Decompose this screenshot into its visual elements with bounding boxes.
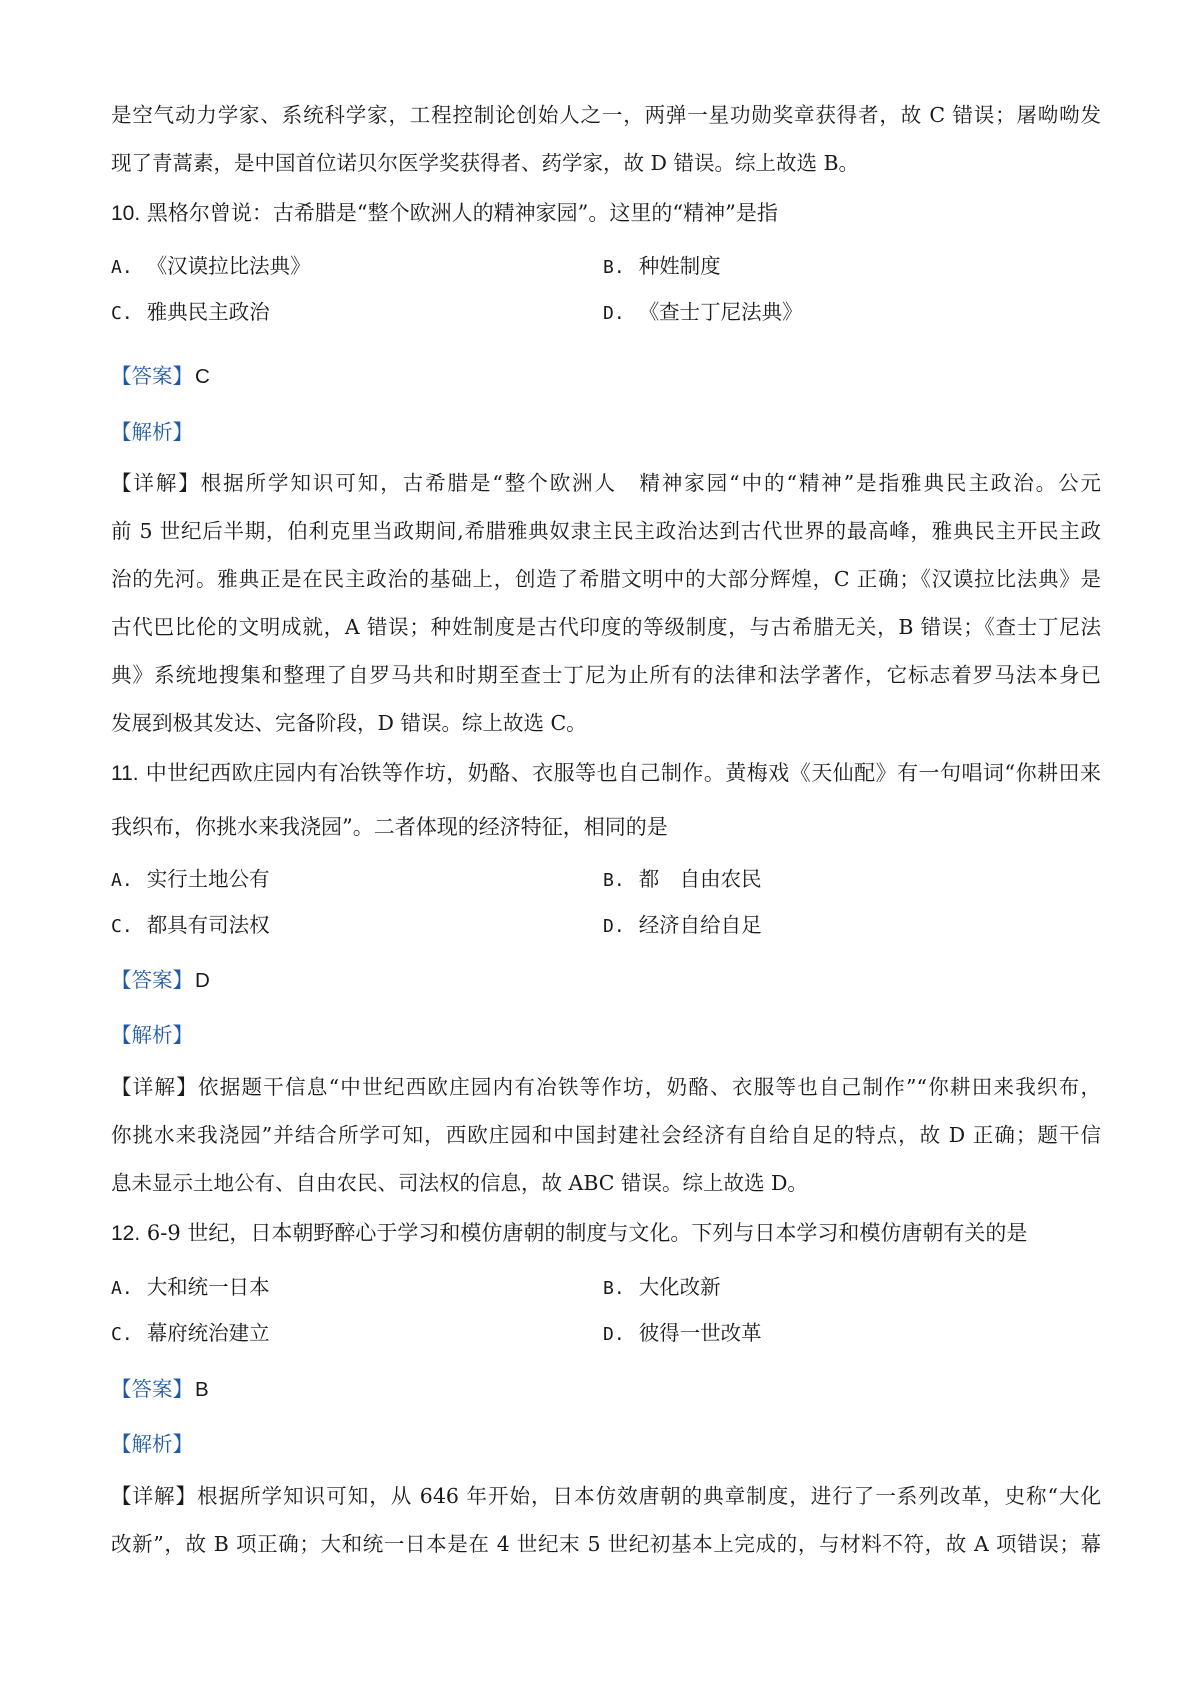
q12-option-b bbox=[603, 1273, 721, 1303]
option-text: 都具有司法权 bbox=[146, 913, 270, 937]
option-letter: B. bbox=[603, 870, 625, 891]
option-text: 《汉谟拉比法典》 bbox=[146, 254, 311, 278]
q11-analysis-heading bbox=[111, 1021, 1101, 1049]
q11-option-c bbox=[111, 911, 270, 941]
question-11-stem-line-2: 我织布，你挑水来我浇园”。二者体现的经济特征，相同的是 bbox=[111, 815, 668, 839]
carryover-line-2: 现了青蒿素，是中国首位诺贝尔医学奖获得者、药学家，故 D 错误。综上故选 B。 bbox=[111, 151, 860, 175]
q12-option-d bbox=[603, 1319, 762, 1349]
q12-detail-line-2: 改新”，故 B 项正确；大和统一日本是在 4 世纪末 5 世纪初基本上完成的，与材料不符，故 A 项错误；幕 bbox=[111, 1532, 1101, 1556]
q10-analysis-heading bbox=[111, 418, 1101, 446]
q10-option-a bbox=[111, 252, 311, 282]
question-12-stem bbox=[111, 1219, 1101, 1248]
q10-detail-line-6: 发展到极其发达、完备阶段，D 错误。综上故选 C。 bbox=[111, 711, 587, 735]
question-text: 黑格尔曾说：古希腊是“整个欧洲人的精神家园”。这里的“精神”是指 bbox=[146, 201, 778, 225]
question-10-stem bbox=[111, 199, 1101, 228]
option-letter: A. bbox=[111, 870, 133, 891]
question-number: 12. bbox=[111, 1222, 141, 1245]
option-text: 大化改新 bbox=[638, 1275, 721, 1299]
detail-tag: 【详解】 bbox=[111, 1484, 198, 1508]
answer-tag: 【答案】 bbox=[111, 1377, 193, 1401]
option-text: 幕府统治建立 bbox=[146, 1321, 270, 1345]
q10-option-d bbox=[603, 298, 803, 328]
question-number: 10. bbox=[111, 202, 141, 225]
q12-option-a bbox=[111, 1273, 270, 1303]
answer-letter: B bbox=[195, 1378, 209, 1401]
option-letter: C. bbox=[111, 916, 133, 937]
option-text: 彼得一世改革 bbox=[638, 1321, 762, 1345]
answer-letter: D bbox=[195, 969, 210, 992]
option-letter: C. bbox=[111, 1324, 133, 1345]
detail-text: 依据题干信息“中世纪西欧庄园内有冶铁等作坊，奶酪、衣服等也自己制作”“你耕田来我织布， bbox=[198, 1075, 1101, 1099]
option-letter: B. bbox=[603, 257, 625, 278]
answer-letter: C bbox=[195, 365, 210, 388]
option-text: 大和统一日本 bbox=[146, 1275, 270, 1299]
option-letter: B. bbox=[603, 1278, 625, 1299]
q10-detail-line-3: 治的先河。雅典正是在民主政治的基础上，创造了希腊文明中的大部分辉煌，C 正确；《汉谟拉比法典》是 bbox=[111, 567, 1101, 591]
q12-option-c bbox=[111, 1319, 270, 1349]
analysis-tag: 【解析】 bbox=[111, 1432, 193, 1456]
option-letter: C. bbox=[111, 303, 133, 324]
option-letter: D. bbox=[603, 303, 625, 324]
carryover-line-1: 是空气动力学家、系统科学家，工程控制论创始人之一，两弹一星功勋奖章获得者，故 C 错误；屠呦呦发 bbox=[111, 103, 1101, 127]
q10-option-c bbox=[111, 298, 270, 328]
q10-detail-line-5: 典》系统地搜集和整理了自罗马共和时期至查士丁尼为止所有的法律和法学著作，它标志着罗马法本身已 bbox=[111, 663, 1101, 687]
option-text: 《查士丁尼法典》 bbox=[638, 300, 803, 324]
q11-option-d bbox=[603, 911, 762, 941]
option-text: 实行土地公有 bbox=[146, 867, 270, 891]
detail-text: 根据所学知识可知，古希腊是“整个欧洲人 精神家园“中的“精神”是指雅典民主政治。公元 bbox=[200, 471, 1101, 495]
option-text: 都 自由农民 bbox=[638, 867, 762, 891]
q11-option-a bbox=[111, 865, 270, 895]
question-text: 6-9 世纪，日本朝野醉心于学习和模仿唐朝的制度与文化。下列与日本学习和模仿唐朝有关的是 bbox=[146, 1221, 1028, 1245]
answer-tag: 【答案】 bbox=[111, 968, 193, 992]
q10-option-b bbox=[603, 252, 721, 282]
q11-answer bbox=[111, 966, 1101, 995]
analysis-tag: 【解析】 bbox=[111, 1023, 193, 1047]
q12-detail-line-1 bbox=[111, 1482, 1101, 1510]
option-text: 种姓制度 bbox=[638, 254, 721, 278]
analysis-tag: 【解析】 bbox=[111, 420, 193, 444]
answer-tag: 【答案】 bbox=[111, 364, 193, 388]
q11-detail-line-2: 你挑水来我浇园”并结合所学可知，西欧庄园和中国封建社会经济有自给自足的特点，故 D 正确；题干信 bbox=[111, 1123, 1101, 1147]
detail-tag: 【详解】 bbox=[111, 1075, 199, 1099]
option-text: 雅典民主政治 bbox=[146, 300, 270, 324]
option-letter: A. bbox=[111, 257, 133, 278]
q10-detail-line-4: 古代巴比伦的文明成就，A 错误；种姓制度是古代印度的等级制度，与古希腊无关，B 错误；《查士丁尼法 bbox=[111, 615, 1101, 639]
q11-option-b bbox=[603, 865, 762, 895]
option-letter: D. bbox=[603, 1324, 625, 1345]
q12-analysis-heading bbox=[111, 1430, 1101, 1458]
detail-text: 根据所学知识可知，从 646 年开始，日本仿效唐朝的典章制度，进行了一系列改革，史称“大化 bbox=[197, 1484, 1101, 1508]
option-letter: A. bbox=[111, 1278, 133, 1299]
question-number: 11. bbox=[111, 762, 139, 785]
question-text: 中世纪西欧庄园内有冶铁等作坊，奶酪、衣服等也自己制作。黄梅戏《天仙配》有一句唱词“你耕田来 bbox=[145, 761, 1101, 785]
q12-answer bbox=[111, 1375, 1101, 1404]
option-text: 经济自给自足 bbox=[638, 913, 762, 937]
q10-detail-line-2: 前 5 世纪后半期，伯利克里当政期间,希腊雅典奴隶主民主政治达到古代世界的最高峰，雅典民主开民主政 bbox=[111, 519, 1101, 543]
q11-detail-line-3: 息未显示土地公有、自由农民、司法权的信息，故 ABC 错误。综上故选 D。 bbox=[111, 1171, 808, 1195]
detail-tag: 【详解】 bbox=[111, 471, 201, 495]
q10-detail-line-1 bbox=[111, 469, 1101, 497]
question-11-stem-line-1 bbox=[111, 759, 1101, 788]
q10-answer bbox=[111, 362, 1101, 391]
option-letter: D. bbox=[603, 916, 625, 937]
q11-detail-line-1 bbox=[111, 1073, 1101, 1101]
